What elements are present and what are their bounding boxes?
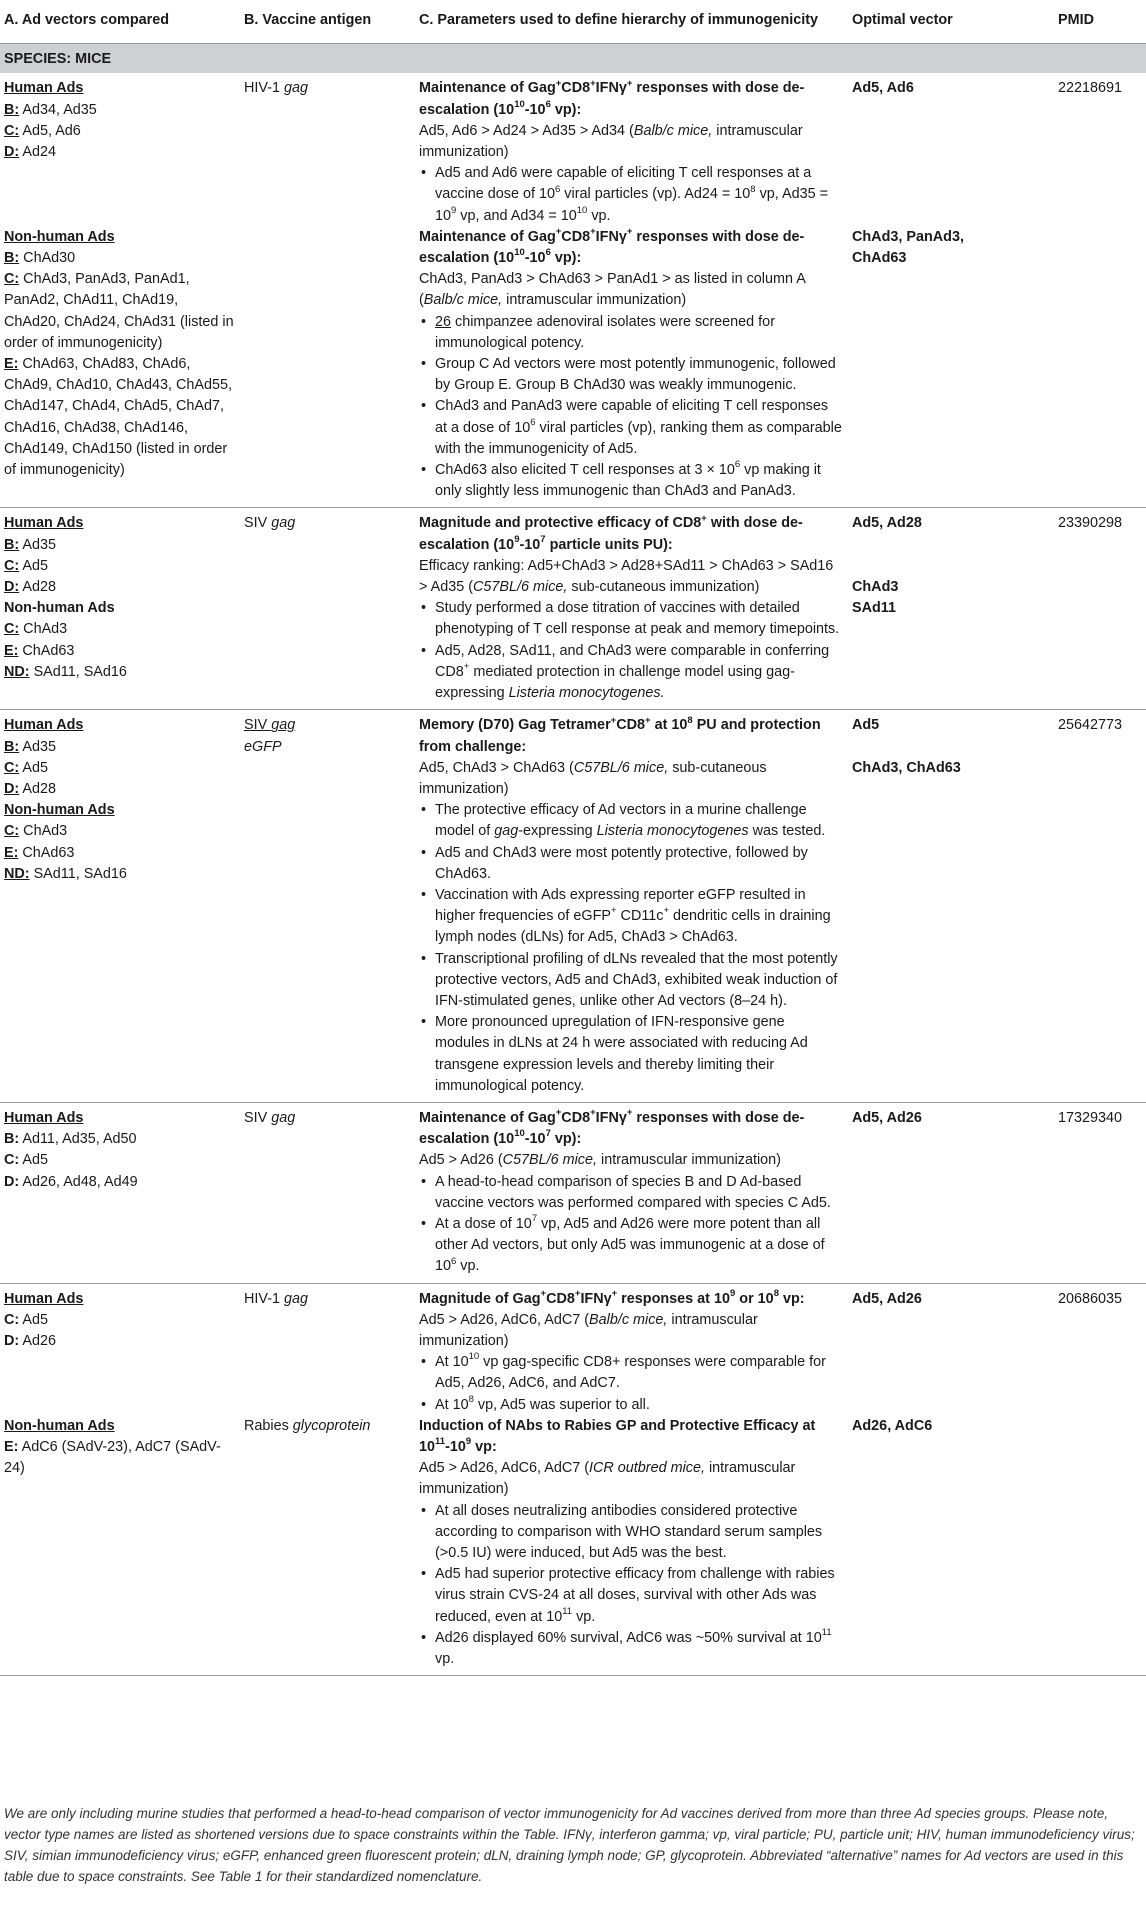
optimal-vector-cell: ChAd3, PanAd3, ChAd63 (848, 227, 1028, 508)
pmid-cell: 25642773 (1028, 710, 1146, 1103)
pmid-cell: 23390298 (1028, 508, 1146, 710)
optimal-vector-cell: Ad5, Ad6 (852, 80, 914, 97)
header-col-a: A. Ad vectors compared (0, 0, 240, 44)
table-row (0, 508, 1146, 710)
parameters-cell: Magnitude of Gag+CD8+IFNγ+ responses at $10^9$ or $10^8$ vp: Ad5 > Ad26, AdC6, AdC7 (Balb/c mice, intramuscular immunization) • At $10^{10}$ vp gag-specific CD8+ responses were comparable for Ad5, Ad26, AdC6, and AdC7. • At $10^8$ vp, Ad5 was superior to all. (415, 1283, 848, 1416)
header-col-d: Optimal vector (848, 0, 1028, 44)
parameters-cell: Magnitude and protective efficacy of CD8+ with dose de-escalation ($10^9-10^7$ particle units PU): Efficacy ranking: Ad5+ChAd3 > Ad28+SAd11 > ChAd63 > SAd16 > Ad35 (C57BL/6 mice, sub-cutaneous immunization) • Study performed a dose titration of vaccines with detailed phenotyping of T cell response at peak and memory timepoints. • Ad5, Ad28, SAd11, and ChAd3 were comparable in conferring CD8+ mediated protection in challenge model using gag-expressing Listeria monocytogenes. (415, 508, 848, 710)
vectors-cell: Human Ads C: Ad5 D: Ad26 (4, 1290, 84, 1349)
antigen-cell (240, 227, 415, 508)
vectors-cell: Human Ads B: Ad34, Ad35 C: Ad5, Ad6 D: Ad24 (4, 80, 97, 161)
antigen-cell: SIV gag eGFP (240, 710, 415, 1103)
header-col-c: C. Parameters used to define hierarchy of immunogenicity (415, 0, 848, 44)
vectors-cell: Human Ads B: Ad35 C: Ad5 D: Ad28 Non-human Ads C: ChAd3 E: ChAd63 ND: SAd11, SAd16 (0, 710, 240, 1103)
optimal-vector-cell: Ad26, AdC6 (848, 1416, 1028, 1676)
optimal-vector-cell: Ad5, Ad26 (852, 1290, 922, 1307)
parameters-cell: Memory (D70) Gag Tetramer+CD8+ at $10^8$ PU and protection from challenge: Ad5, ChAd3 > ChAd63 (C57BL/6 mice, sub-cutaneous immunization) • The protective efficacy of Ad vectors in a murine challenge model of gag-expressing Listeria monocytogenes was tested. • Ad5 and ChAd3 were most potently protective, followed by ChAd63. • Vaccination with Ads expressing reporter eGFP resulted in higher frequencies of eGFP+ CD11c+ dendritic cells in draining lymph nodes (dLNs) for Ad5, ChAd3 > ChAd63. • Transcriptional profiling of dLNs revealed that the most potently protective vectors, Ad5 and ChAd3, exhibited weak induction of IFN-stimulated genes, unlike other Ad vectors (8–24 h). • More pronounced upregulation of IFN-responsive gene modules in dLNs at 24 h were associated with reducing Ad transgene expression levels and thereby limiting their immunological potency. (415, 710, 848, 1103)
vectors-cell: Human Ads B: Ad11, Ad35, Ad50 C: Ad5 D: Ad26, Ad48, Ad49 (0, 1102, 240, 1283)
parameters-cell: Maintenance of Gag+CD8+IFNγ+ responses with dose de-escalation ($10^{10}-10^7$ vp): Ad5 > Ad26 (C57BL/6 mice, intramuscular immunization) • A head-to-head comparison of species B and D Ad-based vaccine vectors was performed compared with species C Ad5. • At a dose of $10^7$ vp, Ad5 and Ad26 were more potent than all other Ad vectors, but only Ad5 was immunogenic at a dose of $10^6$ vp. (415, 1102, 848, 1283)
table-row (0, 73, 1146, 226)
table-row (0, 1416, 1146, 1676)
pmid-cell: 20686035 (1058, 1290, 1123, 1307)
antigen-cell: Rabies glycoprotein (240, 1416, 415, 1676)
antigen-cell: SIV gag (240, 508, 415, 710)
pmid-cell (1028, 227, 1146, 508)
parameters-cell: Maintenance of Gag+CD8+IFNγ+ responses with dose de-escalation ($10^{10}-10^6$ vp): Ad5, Ad6 > Ad24 > Ad35 > Ad34 (Balb/c mice, intramuscular immunization) • Ad5 and Ad6 were capable of eliciting T cell responses at a vaccine dose of $10^6$ viral particles (vp). $Ad24 = 10^8$ vp, $Ad35 = 10^9$ vp, and $Ad34 = 10^{10}$ vp. (415, 73, 848, 226)
table-row (0, 710, 1146, 1103)
antigen-cell: HIV-1 gag (244, 1290, 309, 1307)
pmid-cell: 17329340 (1028, 1102, 1146, 1283)
antigen-cell: HIV-1 gag (244, 80, 309, 97)
optimal-vector-cell: Ad5, Ad28 ChAd3 SAd11 (848, 508, 1028, 710)
table-row (0, 1283, 1146, 1416)
vectors-cell: Non-human Ads E: AdC6 (SAdV-23), AdC7 (SAdV-24) (0, 1416, 240, 1676)
table-header-row (0, 0, 1146, 44)
vectors-cell: Non-human Ads B: ChAd30 C: ChAd3, PanAd3, PanAd1, PanAd2, ChAd11, ChAd19, ChAd20, ChAd24, ChAd31 (listed in order of immunogenicity) E: ChAd63, ChAd83, ChAd6, ChAd9, ChAd10, ChAd43, ChAd55, ChAd147, ChAd4, ChAd5, ChAd7, ChAd16, ChAd38, ChAd146, ChAd149, ChAd150 (listed in order of immunogenicity) (0, 227, 240, 508)
table-footnote: We are only including murine studies that performed a head-to-head comparison of vector immunogenicity for Ad vaccines derived from more than three Ad species groups. Please note, vector type names are listed as shortened versions due to space constraints within the Table. IFNγ, interferon gamma; vp, viral particle; PU, particle unit; HIV, human immunodeficiency virus; SIV, simian immunodeficiency virus; eGFP, enhanced green fluorescent protein; dLN, draining lymph node; GP, glycoprotein. Abbreviated “alternative” names for Ad vectors are used in this table due to space constraints. See Table 1 for their standardized nomenclature. (4, 1806, 1135, 1884)
optimal-vector-cell: Ad5 ChAd3, ChAd63 (848, 710, 1028, 1103)
antigen-cell: SIV gag (240, 1102, 415, 1283)
header-col-e: PMID (1028, 0, 1146, 44)
table-row (0, 227, 1146, 508)
vectors-cell: Human Ads B: Ad35 C: Ad5 D: Ad28 Non-human Ads C: ChAd3 E: ChAd63 ND: SAd11, SAd16 (0, 508, 240, 710)
species-label: SPECIES: MICE (0, 44, 1146, 74)
pmid-cell (1028, 1416, 1146, 1676)
parameters-cell: Induction of NAbs to Rabies GP and Protective Efficacy at $10^{11}-10^9$ vp: Ad5 > Ad26, AdC6, AdC7 (ICR outbred mice, intramuscular immunization) • At all doses neutralizing antibodies considered protective according to comparison with WHO standard serum samples (>0.5 IU) were induced, but Ad5 was the best. • Ad5 had superior protective efficacy from challenge with rabies virus strain CVS-24 at all doses, survival with other Ads was reduced, even at $10^{11}$ vp. • Ad26 displayed 60% survival, AdC6 was ~50% survival at $10^{11}$ vp. (415, 1416, 848, 1676)
species-row (0, 44, 1146, 74)
header-col-b: B. Vaccine antigen (240, 0, 415, 44)
parameters-cell: Maintenance of Gag+CD8+IFNγ+ responses with dose de-escalation ($10^{10}-10^6$ vp): ChAd3, PanAd3 > ChAd63 > PanAd1 > as listed in column A (Balb/c mice, intramuscular immunization) • 26 chimpanzee adenoviral isolates were screened for immunological potency. • Group C Ad vectors were most potently immunogenic, followed by Group E. Group B ChAd30 was weakly immunogenic. • ChAd3 and PanAd3 were capable of eliciting T cell responses at a dose of $10^6$ viral particles (vp), ranking them as comparable with the immunogenicity of Ad5. • ChAd63 also elicited T cell responses at $3 \times 10^6$ vp making it only slightly less immunogenic than ChAd3 and PanAd3. (415, 227, 848, 508)
table-row (0, 1102, 1146, 1283)
pmid-cell: 22218691 (1058, 80, 1123, 97)
optimal-vector-cell: Ad5, Ad26 (848, 1102, 1028, 1283)
